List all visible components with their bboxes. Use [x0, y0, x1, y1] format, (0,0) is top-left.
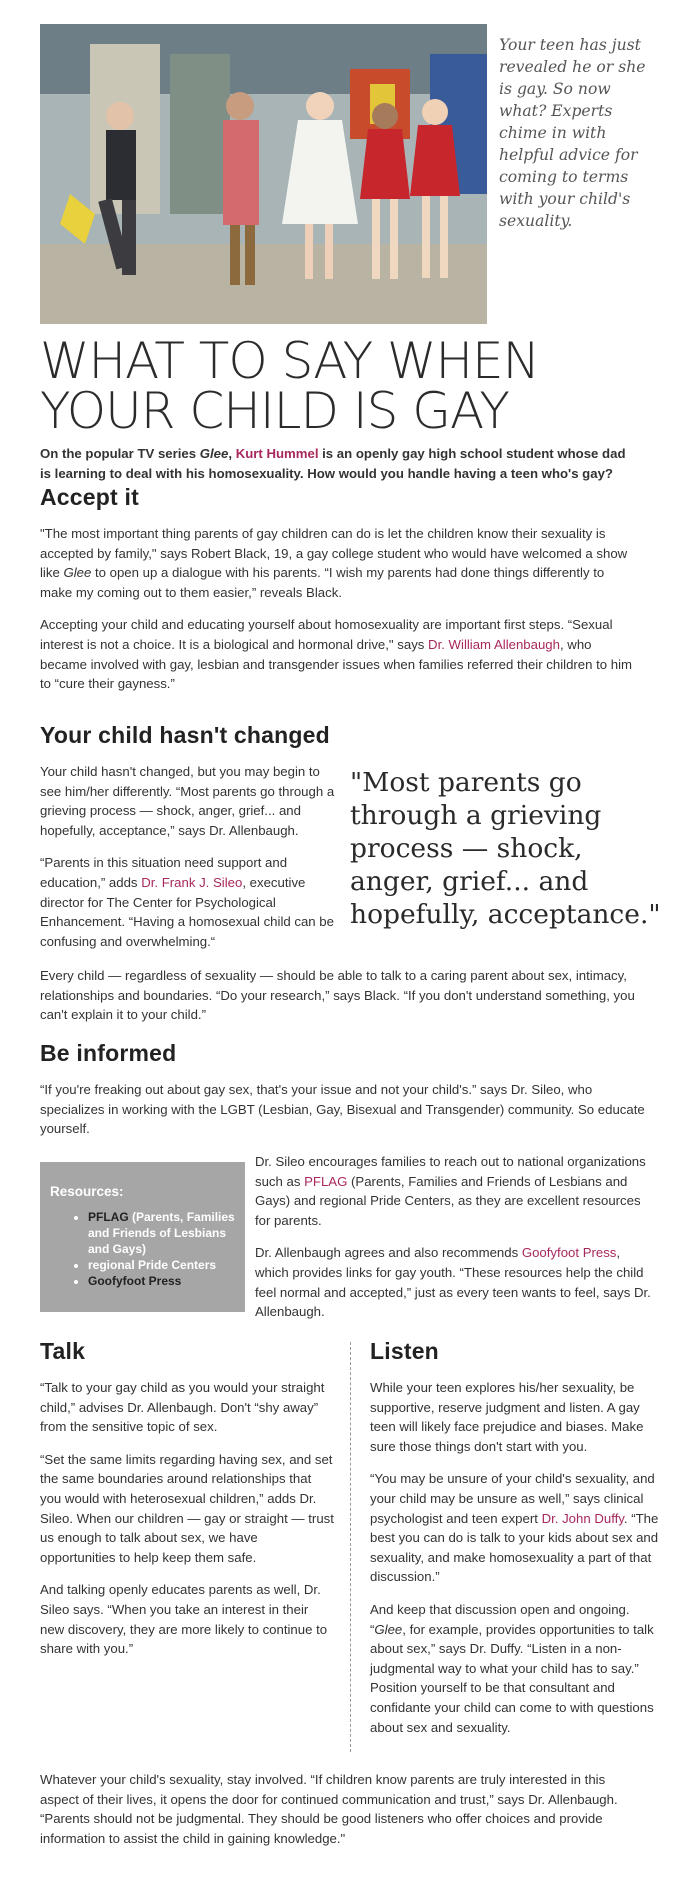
- intro-text: ,: [228, 446, 236, 461]
- resource-item[interactable]: • Goofyfoot Press: [88, 1273, 235, 1289]
- goofyfoot-link[interactable]: Goofyfoot Press: [521, 1245, 617, 1261]
- intro-text: On the popular TV series: [40, 446, 200, 461]
- paragraph: Whatever your child's sexuality, stay involved. “If children know parents are truly interested in this aspect of their lives, it opens the door for continued communication and trust,” says Dr. Allenbaugh. “Parents should not be judgmental. They should be good listeners who offer choices and provide information to assist the child in gaining knowledge.": [40, 1772, 618, 1846]
- paragraph: “Parents in this situation need support and education,” adds Dr. Frank J. Sileo, executive director for The Center for Psychological Enhancement. “Having a homosexual child can be confusing and overwhelming.“: [40, 855, 334, 949]
- paragraph: Every child — regardless of sexuality — should be able to talk to a caring parent about sex, intimacy, relationships and boundaries. “Do your research,” says Black. “If you don't understand something, you can't explain it to your child.”: [40, 968, 635, 1023]
- article-intro: [40, 444, 640, 483]
- section-heading-unchanged: Your child hasn't changed: [40, 722, 330, 748]
- paragraph: While your teen explores his/her sexuality, be supportive, reserve judgment and listen. A gay teen will likely face prejudice and biases. Make sure those things don't start with you.: [370, 1380, 644, 1454]
- section-unchanged: [40, 762, 340, 964]
- paragraph: Accepting your child and educating yourself about homosexuality are important first steps. “Sexual interest is not a choice. It is a biological and hormonal drive," says Dr. William Allenbaugh, who became involved with gay, lesbian and transgender issues when families referred their children to him to “cure their gayness.”: [40, 617, 633, 692]
- pflag-link[interactable]: PFLAG: [304, 1173, 348, 1189]
- sileo-link[interactable]: Dr. Frank J. Sileo: [141, 874, 243, 890]
- closing-paragraph: [40, 1770, 640, 1861]
- section-heading-talk: Talk: [40, 1338, 86, 1364]
- duffy-link[interactable]: Dr. John Duffy: [541, 1510, 624, 1526]
- paragraph: “If you're freaking out about gay sex, that's your issue and not your child's.” says Dr. Sileo, who specializes in working with the LGBT (Lesbian, Gay, Bisexual and Transgender) community. So educate yourself.: [40, 1082, 645, 1137]
- resources-box: [40, 1162, 245, 1312]
- resources-list: [50, 1209, 235, 1289]
- section-informed: [40, 1080, 650, 1152]
- resource-item[interactable]: • PFLAG (Parents, Families and Friends of Lesbians and Gays): [88, 1209, 235, 1257]
- section-heading-informed: Be informed: [40, 1040, 177, 1066]
- pull-quote: "Most parents go through a grieving process — shock, anger, grief... and hopefully, acceptance.": [350, 767, 661, 930]
- paragraph: "The most important thing parents of gay children can do is let the children know their sexuality is accepted by family," says Robert Black, 19, a gay college student who would have welcomed a show like Glee to open up a dialogue with his parents. “I wish my parents had done things differently to make my coming out to them easier,” reveals Black.: [40, 526, 628, 600]
- article-title: WHAT TO SAY WHEN YOUR CHILD IS GAY: [40, 332, 540, 440]
- hero-photo: [40, 24, 487, 324]
- section-informed-cont: [255, 1152, 655, 1335]
- paragraph: And talking openly educates parents as well, Dr. Sileo says. “When you take an interest in their new discovery, they are more likely to continue to share with you.”: [40, 1582, 328, 1657]
- column-divider: [350, 1342, 351, 1752]
- paragraph: “Talk to your gay child as you would your straight child,” advises Dr. Allenbaugh. Don't “shy away” from the sensitive topic of sex.: [40, 1380, 325, 1435]
- section-heading-accept: Accept it: [40, 484, 139, 510]
- section-listen: [370, 1378, 665, 1750]
- section-unchanged-cont: [40, 966, 650, 1038]
- intro-text: is an openly gay high school student whose dad is learning to deal with his homosexuality. How would you handle having a teen who's gay?: [40, 446, 626, 481]
- paragraph: Dr. Sileo encourages families to reach out to national organizations such as PFLAG (Parents, Families and Friends of Lesbians and Gays) and regional Pride Centers, as they are excellent resources for parents.: [255, 1154, 646, 1228]
- resources-title: Resources:: [50, 1184, 124, 1199]
- paragraph: Your child hasn't changed, but you may begin to see him/her differently. “Most parents go through a grieving process — shock, anger, grief... and hopefully, acceptance,” says Dr. Allenbaugh.: [40, 764, 335, 838]
- allenbaugh-link[interactable]: Dr. William Allenbaugh: [428, 636, 560, 652]
- section-accept: [40, 524, 640, 707]
- section-heading-listen: Listen: [370, 1338, 439, 1364]
- kurt-hummel-link[interactable]: Kurt Hummel: [235, 446, 319, 461]
- paragraph: Dr. Allenbaugh agrees and also recommends Goofyfoot Press, which provides links for gay youth. “These resources help the child feel normal and accepted,” just as every teen wants to feel, says Dr. Allenbaugh.: [255, 1245, 651, 1320]
- article-deck: Your teen has just revealed he or she is gay. So now what? Experts chime in with helpful advice for coming to terms with your child's sexuality.: [499, 36, 646, 230]
- glee-cast-photo: [40, 24, 487, 324]
- section-talk: [40, 1378, 335, 1672]
- paragraph: And keep that discussion open and ongoing. “Glee, for example, provides opportunities to talk about sex,” says Dr. Duffy. “Listen in a non-judgmental way to what your child has to say.” Position yourself to be that consultant and confidante your child can come to with questions about sex and sexuality.: [370, 1601, 654, 1735]
- resource-item[interactable]: • regional Pride Centers: [88, 1257, 235, 1273]
- show-title: Glee: [199, 446, 229, 461]
- paragraph: “You may be unsure of your child's sexuality, and your child may be unsure as well,” says clinical psychologist and teen expert Dr. John Duffy. “The best you can do is talk to your kids about sex and sexuality, and make homosexuality a part of that discussion.”: [370, 1471, 659, 1585]
- paragraph: “Set the same limits regarding having sex, and set the same boundaries around relationships that you would with heterosexual children,” adds Dr. Sileo. When our children — gay or straight — trust us enough to talk about sex, we have opportunities to help keep them safe.: [40, 1451, 334, 1565]
